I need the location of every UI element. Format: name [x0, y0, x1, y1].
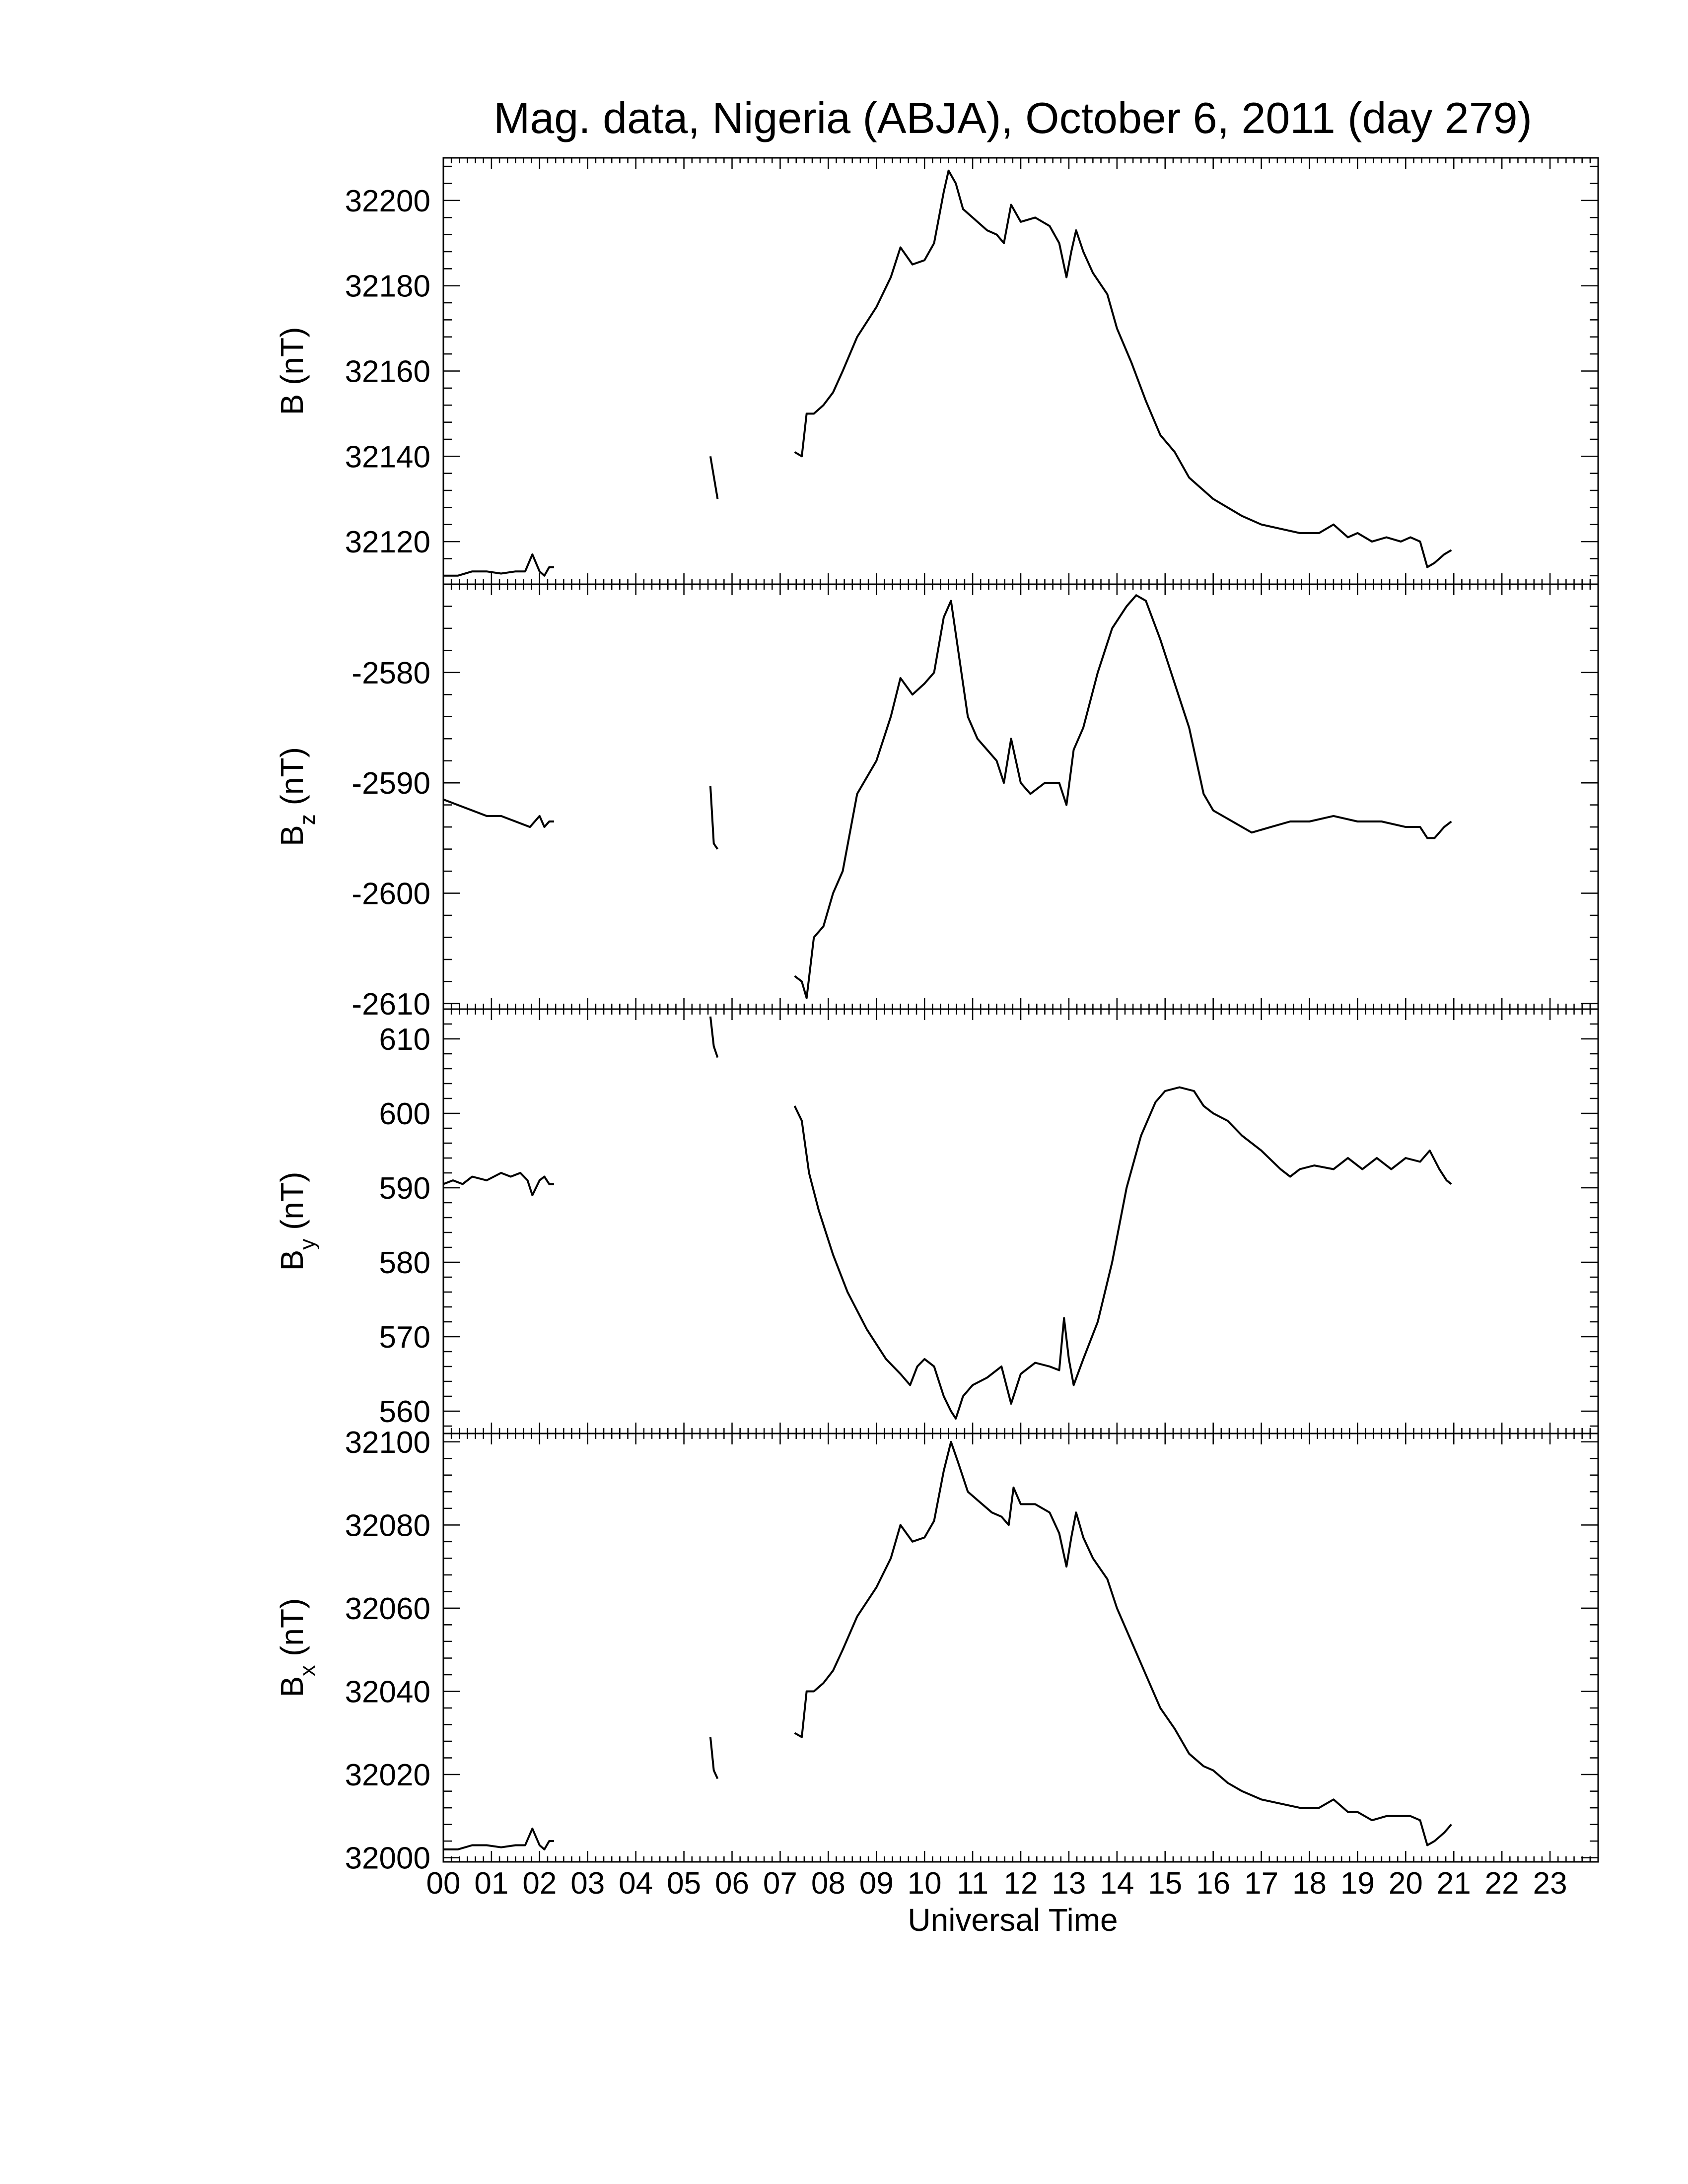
panel-frame — [443, 1009, 1598, 1433]
x-tick-label: 23 — [1533, 1866, 1567, 1901]
x-tick-label: 15 — [1148, 1866, 1183, 1901]
y-tick-label: 560 — [379, 1395, 430, 1429]
x-tick-label: 17 — [1244, 1866, 1279, 1901]
y-axis-label: $B_z$ (nT) — [274, 747, 320, 846]
x-tick-label: 09 — [859, 1866, 894, 1901]
y-tick-label: 590 — [379, 1171, 430, 1206]
x-tick-label: 04 — [619, 1866, 653, 1901]
x-tick-label: 05 — [667, 1866, 702, 1901]
y-tick-label: 600 — [379, 1097, 430, 1131]
y-tick-label: -2580 — [352, 656, 430, 690]
x-tick-label: 02 — [522, 1866, 557, 1901]
series-line-segment — [710, 786, 718, 849]
series-line-segment — [443, 800, 554, 827]
panel-2 — [274, 584, 1598, 1022]
series-line-segment — [710, 1737, 718, 1779]
x-tick-label: 10 — [907, 1866, 942, 1901]
y-tick-label: 32060 — [345, 1591, 430, 1626]
panel-4 — [274, 1426, 1598, 1876]
x-tick-label: 16 — [1196, 1866, 1231, 1901]
panel-frame — [443, 584, 1598, 1009]
y-tick-label: 32120 — [345, 525, 430, 560]
series-line-segment — [795, 171, 1452, 567]
series-line-segment — [795, 1442, 1452, 1845]
x-tick-label: 18 — [1292, 1866, 1327, 1901]
panel-1 — [274, 158, 1598, 584]
series-line-segment — [443, 1829, 554, 1849]
y-tick-label: -2610 — [352, 987, 430, 1022]
series-line-segment — [443, 554, 554, 576]
x-tick-label: 06 — [715, 1866, 749, 1901]
x-tick-label: 11 — [956, 1866, 989, 1901]
series-line-segment — [710, 456, 718, 499]
y-tick-label: 32080 — [345, 1508, 430, 1543]
y-axis-label: $B_y$ (nT) — [274, 1171, 320, 1271]
y-tick-label: 32040 — [345, 1675, 430, 1709]
series-line-segment — [443, 1173, 554, 1195]
x-tick-label: 00 — [426, 1866, 461, 1901]
y-tick-label: 32020 — [345, 1758, 430, 1793]
panels — [274, 158, 1598, 1876]
y-tick-label: 32180 — [345, 269, 430, 304]
x-tick-label: 19 — [1340, 1866, 1375, 1901]
series-line-segment — [710, 1017, 718, 1058]
x-tick-label: 14 — [1100, 1866, 1134, 1901]
y-tick-label: 32100 — [345, 1425, 430, 1460]
panel-frame — [443, 1433, 1598, 1862]
y-axis-label: $B_x$ (nT) — [274, 1598, 320, 1698]
series-line-segment — [795, 1088, 1452, 1419]
y-axis-label: B (nT) — [274, 327, 310, 415]
x-tick-label: 13 — [1052, 1866, 1086, 1901]
chart-title: Mag. data, Nigeria (ABJA), October 6, 2011 (day 279) — [493, 93, 1532, 142]
x-tick-label: 21 — [1436, 1866, 1471, 1901]
x-tick-label: 12 — [1003, 1866, 1038, 1901]
x-tick-label: 22 — [1484, 1866, 1519, 1901]
x-tick-label: 07 — [763, 1866, 797, 1901]
y-tick-label: 580 — [379, 1246, 430, 1280]
x-tick-label: 08 — [811, 1866, 845, 1901]
x-tick-label: 01 — [474, 1866, 509, 1901]
y-tick-label: 610 — [379, 1023, 430, 1057]
x-tick-label: 03 — [570, 1866, 605, 1901]
x-tick-label: 20 — [1388, 1866, 1423, 1901]
y-tick-label: 32200 — [345, 184, 430, 218]
series-line-segment — [795, 595, 1452, 998]
x-tick-labels — [426, 1866, 1567, 1901]
y-tick-label: -2600 — [352, 877, 430, 911]
y-tick-label: -2590 — [352, 766, 430, 801]
y-tick-label: 570 — [379, 1320, 430, 1355]
y-tick-label: 32000 — [345, 1841, 430, 1876]
y-tick-label: 32160 — [345, 354, 430, 389]
x-axis-label: Universal Time — [908, 1902, 1118, 1938]
y-tick-label: 32140 — [345, 440, 430, 475]
panel-3 — [274, 1009, 1598, 1433]
